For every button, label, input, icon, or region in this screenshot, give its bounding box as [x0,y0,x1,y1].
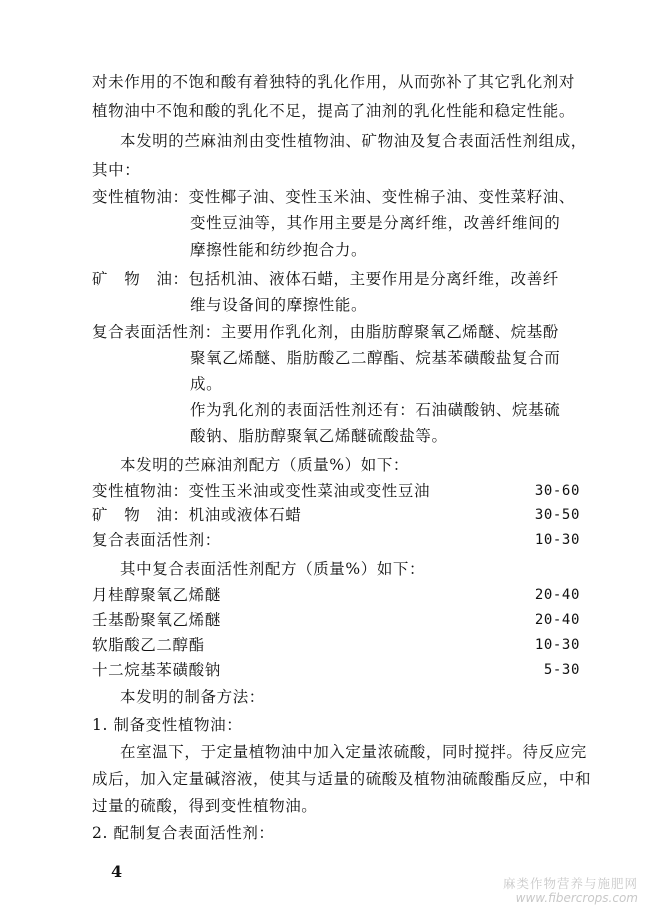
surfactant-value: 20-40 [534,612,580,628]
text-line: 过量的硫酸，得到变性植物油。 [92,797,318,815]
formula-heading: 本发明的苎麻油剂配方（质量%）如下： [120,456,410,474]
text-line: 摩擦性能和纺纱抱合力。 [190,241,368,259]
formula-row [92,481,580,501]
text-line: 对未作用的不饱和酸有着独特的乳化作用，从而弥补了其它乳化剂对 [92,73,576,91]
watermark [503,876,638,906]
formula-label: 变性植物油：变性玉米油或变性菜油或变性豆油 [92,482,431,500]
formula-value: 10-30 [534,532,580,548]
definition-vegetable-oil: 变性植物油：变性椰子油、变性玉米油、变性棉子油、变性菜籽油、 [92,188,576,206]
text-line: 成后，加入定量碱溶液，使其与适量的硫酸及植物油硫酸酯反应，中和 [92,770,592,788]
method-step-2: 2. 配制复合表面活性剂： [92,824,275,842]
text-line: 本发明的苎麻油剂由变性植物油、矿物油及复合表面活性剂组成， [120,132,587,150]
method-heading: 本发明的制备方法： [120,688,265,706]
watermark-title: 麻类作物营养与施肥网 [502,876,638,891]
text-line: 作为乳化剂的表面活性剂还有：石油磺酸钠、烷基硫 [190,401,561,419]
text-line: 其中： [92,161,141,179]
text-line: 酸钠、脂肪醇聚氧乙烯醚硫酸盐等。 [190,427,448,445]
text-line: 成。 [190,375,223,393]
surfactant-label: 月桂醇聚氧乙烯醚 [92,586,221,604]
definition-mineral-oil: 矿 物 油：包括机油、液体石蜡，主要作用是分离纤维，改善纤 [92,270,559,288]
method-step-1: 1. 制备变性植物油： [92,716,243,734]
formula-label: 复合表面活性剂： [92,531,221,549]
text-line: 在室温下，于定量植物油中加入定量浓硫酸，同时搅拌。待反应完 [120,743,587,761]
page-number: 4 [111,862,123,881]
surfactant-row [92,610,580,630]
watermark-url: www.fibercrops.com [515,891,638,905]
formula-value: 30-60 [534,483,580,499]
surfactant-value: 10-30 [534,637,580,653]
formula-label: 矿 物 油：机油或液体石蜡 [92,506,302,524]
text-line: 变性豆油等，其作用主要是分离纤维，改善纤维间的 [190,214,561,232]
surfactant-row [92,635,580,655]
text-line: 聚氧乙烯醚、脂肪酸乙二醇酯、烷基苯磺酸盐复合而 [190,349,561,367]
formula-row [92,530,580,550]
surfactant-value: 5-30 [543,662,580,678]
surfactant-row [92,585,580,605]
surfactant-formula-heading: 其中复合表面活性剂配方（质量%）如下： [120,560,426,578]
formula-row [92,505,580,525]
definition-surfactant: 复合表面活性剂：主要用作乳化剂，由脂肪醇聚氧乙烯醚、烷基酚 [92,323,559,341]
formula-value: 30-50 [534,507,580,523]
surfactant-value: 20-40 [534,587,580,603]
surfactant-row [92,660,580,680]
surfactant-label: 壬基酚聚氧乙烯醚 [92,611,221,629]
surfactant-label: 十二烷基苯磺酸钠 [92,661,221,679]
text-line: 维与设备间的摩擦性能。 [190,296,368,314]
surfactant-label: 软脂酸乙二醇酯 [92,636,205,654]
text-line: 植物油中不饱和酸的乳化不足，提高了油剂的乳化性能和稳定性能。 [92,102,576,120]
